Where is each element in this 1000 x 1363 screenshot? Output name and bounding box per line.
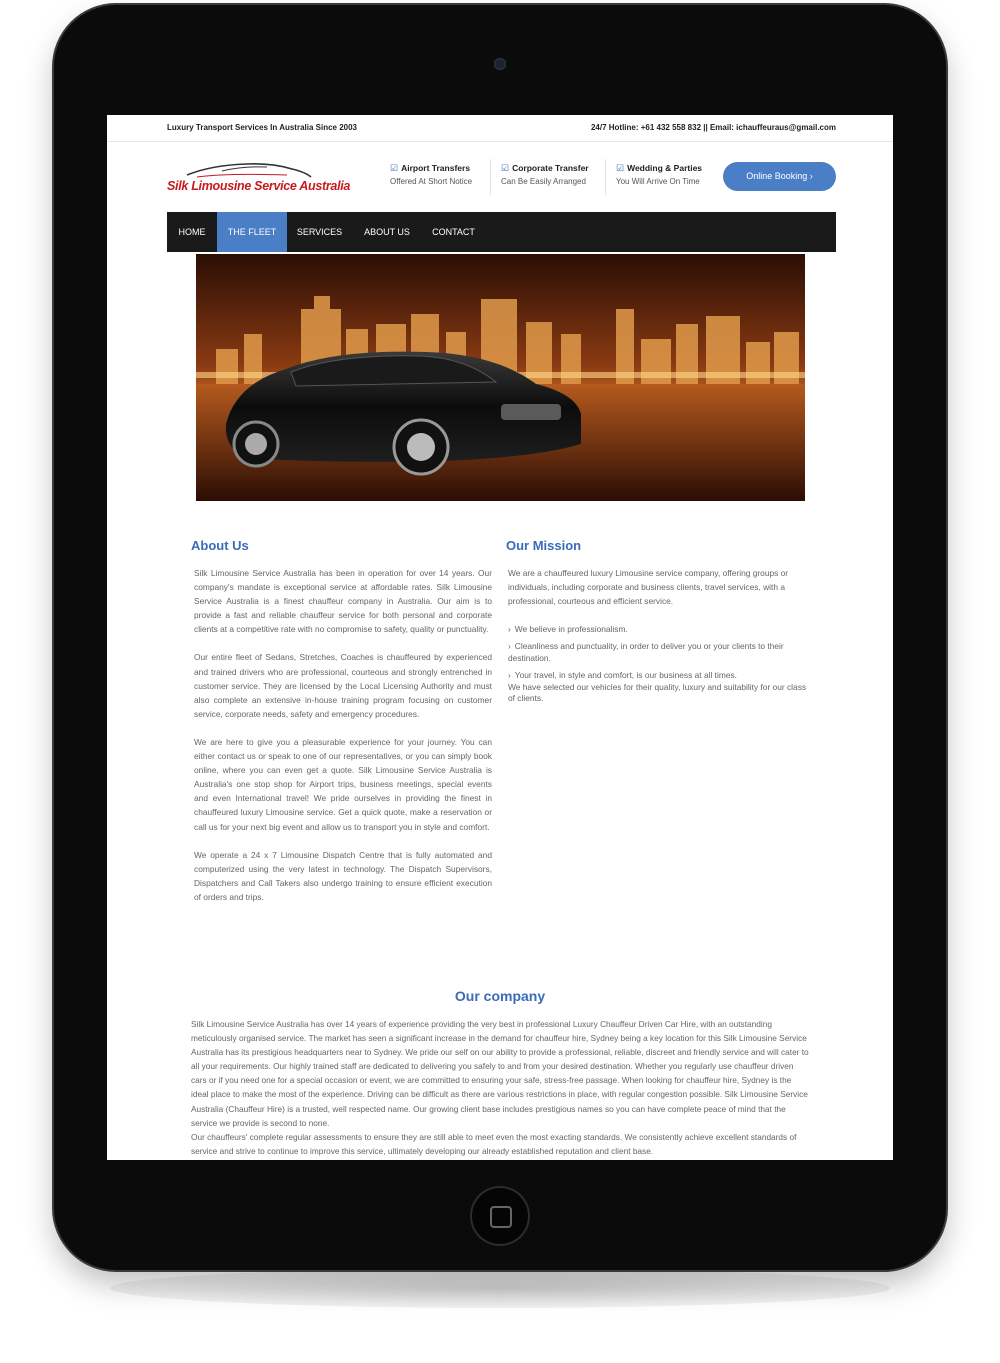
chevron-right-icon: › <box>508 623 511 634</box>
screen <box>107 115 893 1160</box>
main-nav <box>167 212 836 252</box>
mission-heading: Our Mission <box>506 538 582 553</box>
feature-wedding: ☑ Wedding & Parties You Will Arrive On Time <box>616 163 703 186</box>
chevron-right-icon: › <box>508 641 511 652</box>
about-heading: About Us <box>191 538 249 553</box>
nav-the-fleet[interactable]: THE FLEET <box>217 212 287 252</box>
company-heading: Our company <box>454 988 546 1004</box>
check-icon: ☑ <box>616 163 625 173</box>
chevron-right-icon: › <box>809 171 813 181</box>
camera-icon <box>494 58 506 70</box>
divider <box>605 159 606 195</box>
company-text: Silk Limousine Service Australia has over 14 years of experience providing the very best in professional Luxury Chauffeur Driven Car Hire, with an outstanding meticulously organised service. The market has seen a significant increase in the demand for chauffeur hire, Sydney being a key location for this Silk Limousine Service Australia has its prestigious headquarters near to Sydney. We pride our self on our ability to provide a professional, reliable, discreet and friendly service and will cater to all your requirements. Our highly trained staff are dedicated to delivering you safely to and from your desired destination. Whether you regularly use chauffeur driven cars or if you need one for a special occasion or event, we are committed to ensuring your safe, stress-free passage. When looking for chauffeur hire, Sydney is the ideal place to make the most of the experience. Driving can be difficult as there are various restrictions in place, with regular congestion possible. Silk Limousine Service Australia (Chauffeur Hire) is a trusted, well respected name. Our growing client base includes prestigious names so you can have complete peace of mind that the service we provide is second to none. Our chauffeurs' complete regular assessments to ensure they are still able to meet even the most exacting standards. We consistently achieve excellent standards of service and strive to continue to improve this service, ultimately developing our already established reputation and client base. <box>191 1019 809 1156</box>
list-item: › We believe in professionalism. <box>508 623 628 634</box>
nav-services[interactable]: SERVICES <box>296 227 343 237</box>
list-item: › Your travel, in style and comfort, is our business at all times. <box>508 670 737 681</box>
about-text: Silk Limousine Service Australia has been in operation for over 14 years. Our company's mandate is exceptional service at affordable rates. Silk Limousine Service Australia is a finest chauffeur company in Australia. Our aim is to provide a fast and reliable chauffeur service for both personal and corporate clients at a competitive rate with no compromise to safety, quality or punctuality. Our entire fleet of Sedans, Stretches, Coaches is chauffeured by experienced and trained drivers who are professional, courteous and strongly entrenched in customer service. They are licensed by the Local Licensing Authority and must also complete an extensive in-house training program focusing on customer service, corporate needs, safety and emergency procedures. We are here to give you a pleasurable experience for your journey. You can either contact us or speak to one of our representatives, or you can simply book online, where you can even get a quote. Silk Limousine Service Australia is Australia's one stop shop for Airport trips, business meetings, special events and even International travel! We pride ourselves in providing the finest in chauffeured luxury Limousine service. Get a quick quote, make a reservation or call us for your next big event and allow us to transport you in style and comfort. We operate a 24 x 7 Limousine Dispatch Centre that is fully automated and computerized using the very latest in technology. The Dispatch Supervisors, Dispatchers and Call Takers also undergo training to ensure efficient execution of orders and trips. <box>194 568 492 902</box>
hero-image-limousine <box>196 254 805 501</box>
list-item: › Cleanliness and punctuality, in order to deliver you or your clients to their destination. <box>508 641 784 663</box>
tagline: Luxury Transport Services In Australia Since 2003 <box>167 123 358 132</box>
home-square-icon <box>490 1206 512 1228</box>
feature-corporate: ☑ Corporate Transfer Can Be Easily Arranged <box>501 163 589 186</box>
chevron-right-icon: › <box>508 670 511 681</box>
feature-airport: ☑ Airport Transfers Offered At Short Notice <box>390 163 473 186</box>
mission-text: We are a chauffeured luxury Limousine service company, offering groups or individuals, including corporate and business clients, travel services, with a professional, courteous and efficient service. › We believe in professionalism. › Cleanliness and punctuality, in order to deliver you or your clients to their destination. › Your travel, in style and comfort, is our business at all times. We have selected our vehicles for their quality, luxury and suitability for our class of clients. <box>508 568 807 704</box>
nav-contact[interactable]: CONTACT <box>432 227 475 237</box>
top-info-bar <box>107 115 893 142</box>
logo[interactable] <box>167 159 351 199</box>
nav-home[interactable]: HOME <box>178 227 206 237</box>
nav-about-us[interactable]: ABOUT US <box>364 227 410 237</box>
hotline-email: 24/7 Hotline: +61 432 558 832 || Email: ichauffeuraus@gmail.com <box>590 123 836 132</box>
check-icon: ☑ <box>501 163 510 173</box>
check-icon: ☑ <box>390 163 399 173</box>
device-shadow <box>110 1268 890 1308</box>
logo-text: Silk Limousine Service Australia <box>167 179 351 193</box>
divider <box>490 159 491 195</box>
online-booking-button[interactable]: Online Booking › <box>723 162 836 191</box>
